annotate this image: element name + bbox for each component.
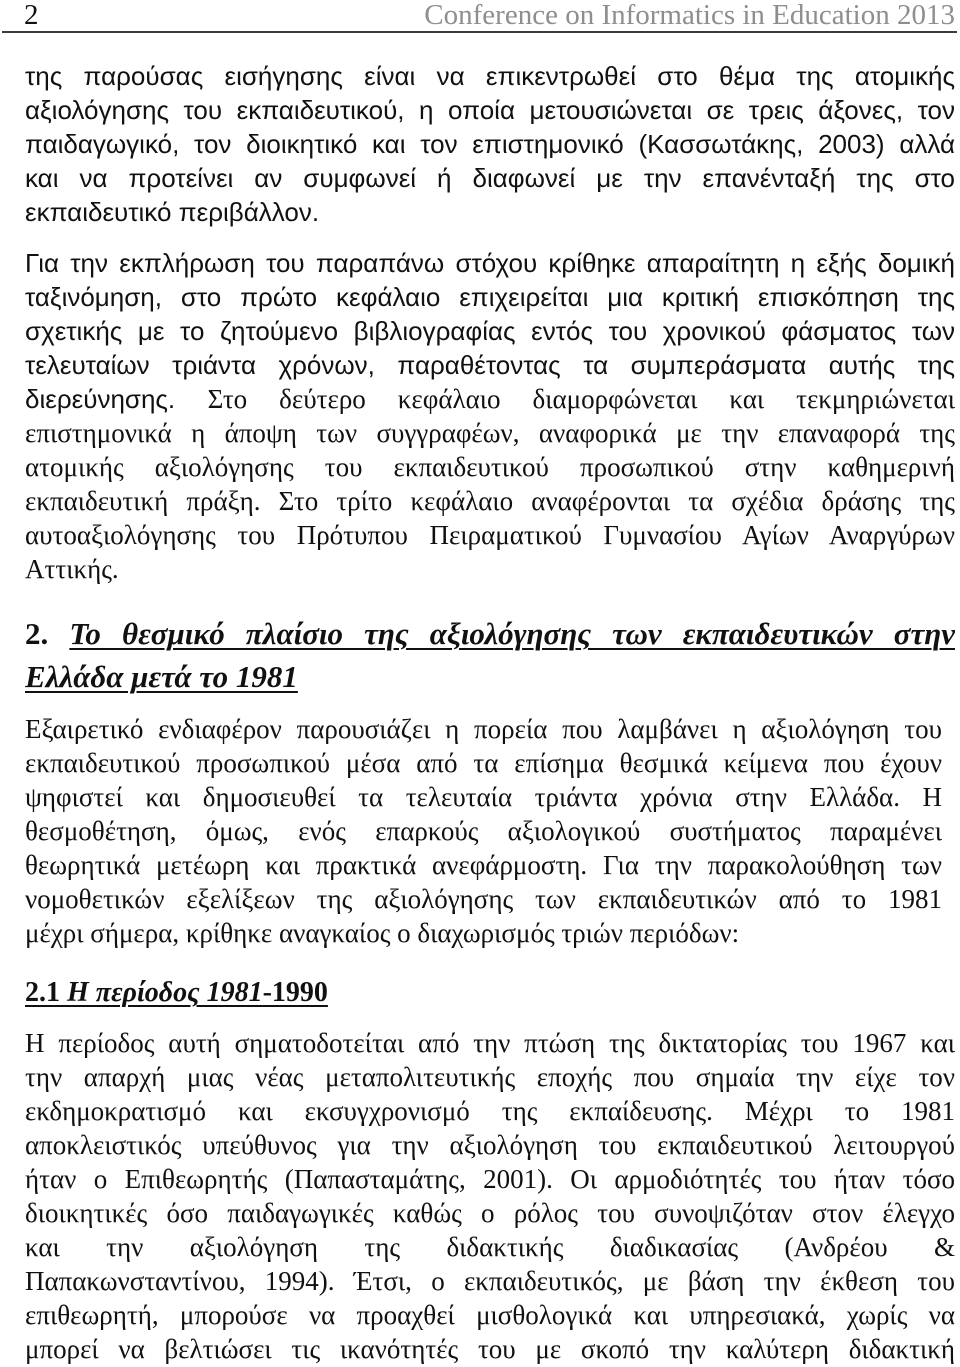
paragraph-line: εκπαιδευτικό περιβάλλον. <box>25 197 320 227</box>
paragraph-line: μέχρι σήμερα, κρίθηκε αναγκαίος ο διαχωρισμός τριών περιόδων: <box>25 918 740 948</box>
paragraph-line: επιστημονικά η άποψη των συγγραφέων, αναφορικά με την επαναφορά της <box>25 418 955 448</box>
paragraph-line <box>25 382 955 416</box>
paragraph-line: Αττικής. <box>25 554 119 584</box>
paragraph-line: αυτοαξιολόγησης του Πρότυπου Πειραματικού Γυμνασίου Αγίων Αναργύρων <box>25 520 955 550</box>
section-title: Το θεσμικό πλαίσιο της αξιολόγησης των εκπαιδευτικών στην <box>69 616 955 651</box>
section-heading-line <box>25 612 955 655</box>
section-number: 2. <box>25 616 49 651</box>
section-2-paragraph <box>25 712 942 950</box>
subsection-title-suffix: -1990 <box>262 977 328 1008</box>
paragraph-line: σχετικής με το ζητούμενο βιβλιογραφίας εντός του χρονικού φάσματος των <box>25 316 955 346</box>
paragraph-line: και να προτείνει αν συμφωνεί ή διαφωνεί με την επανένταξή της στο <box>25 163 955 193</box>
paragraph-line: αξιολόγησης του εκπαιδευτικού, η οποία μετουσιώνεται σε τρεις άξονες, τον <box>25 95 955 125</box>
subsection-heading-text <box>25 977 328 1008</box>
paragraph-line: μπορεί να βελτιώσει τις ικανότητές του με σκοπό την καλύτερη διδακτική <box>25 1334 955 1364</box>
paragraph-line: Η περίοδος αυτή σηματοδοτείται από την πτώση της δικτατορίας του 1967 και <box>25 1028 955 1058</box>
paragraph-line: αποκλειστικός υπεύθυνος για την αξιολόγηση του εκπαιδευτικού λειτουργού <box>25 1130 955 1160</box>
subsection-heading-line <box>25 976 955 1010</box>
paragraph-line: τελευταίων τριάντα χρόνων, παραθέτοντας τα συμπεράσματα αυτής της <box>25 350 955 380</box>
intro-paragraph-2 <box>25 246 955 586</box>
paragraph-line: επιθεωρητή, μπορούσε να προαχθεί μισθολογικά και υπηρεσιακά, χωρίς να <box>25 1300 955 1330</box>
paragraph-line: διοικητικές όσο παιδαγωγικές καθώς ο ρόλος του συνοψιζόταν στον έλεγχο <box>25 1198 955 1228</box>
intro-paragraph-1 <box>25 59 955 229</box>
paragraph-line: νομοθετικών εξελίξεων της αξιολόγησης των εκπαιδευτικών από το 1981 <box>25 884 942 914</box>
paragraph-line: Για την εκπλήρωση του παραπάνω στόχου κρίθηκε απαραίτητη η εξής δομική <box>25 248 955 278</box>
paragraph-line: ψηφιστεί και δημοσιευθεί τα τελευταία τριάντα χρόνια στην Ελλάδα. Η <box>25 782 942 812</box>
section-heading-line <box>25 655 955 698</box>
paragraph-line: εκπαιδευτική πράξη. Στο τρίτο κεφάλαιο αναφέρονται τα σχέδια δράσης της <box>25 486 955 516</box>
paragraph-line: παιδαγωγικό, τον διοικητικό και τον επιστημονικό (Κασσωτάκης, 2003) αλλά <box>25 129 955 159</box>
paragraph-line: την απαρχή μιας νέας μεταπολιτευτικής εποχής που σημαία την είχε τον <box>25 1062 955 1092</box>
subsection-title: Η περίοδος 1981 <box>67 977 263 1008</box>
paragraph-line: εκδημοκρατισμό και εκσυγχρονισμό της εκπαίδευσης. Μέχρι το 1981 <box>25 1096 955 1126</box>
subsection-number: 2.1 <box>25 977 60 1008</box>
paragraph-line: της παρούσας εισήγησης είναι να επικεντρωθεί στο θέμα της ατομικής <box>25 61 955 91</box>
section-heading <box>25 612 955 698</box>
paragraph-line-serif-part: Στο δεύτερο κεφάλαιο διαμορφώνεται και τεκμηριώνεται <box>207 384 955 414</box>
paragraph-line: ατομικής αξιολόγησης του εκπαιδευτικού προσωπικού στην καθημερινή <box>25 452 955 482</box>
subsection-heading <box>25 976 955 1010</box>
running-title: Conference on Informatics in Education 2013 <box>424 0 955 31</box>
header-divider <box>2 31 957 33</box>
paragraph-line: θεωρητικά μετέωρη και πρακτικά ανεφάρμοστη. Για την παρακολούθηση των <box>25 850 942 880</box>
section-title-continued: Ελλάδα μετά το 1981 <box>25 659 298 694</box>
paragraph-line: ήταν ο Επιθεωρητής (Παπασταμάτης, 2001). Οι αρμοδιότητές του ήταν τόσο <box>25 1164 955 1194</box>
paragraph-line: εκπαιδευτικού προσωπικού μέσα από τα επίσημα θεσμικά κείμενα που έχουν <box>25 748 942 778</box>
page-number: 2 <box>24 0 39 31</box>
paragraph-line: ταξινόμηση, στο πρώτο κεφάλαιο επιχειρείται μια κριτική επισκόπηση της <box>25 282 955 312</box>
paragraph-line-sans-part: διερεύνησης. <box>25 384 176 414</box>
subsection-2-1-paragraph <box>25 1026 955 1366</box>
paragraph-line: Παπακωνσταντίνου, 1994). Έτσι, ο εκπαιδευτικός, με βάση την έκθεση του <box>25 1266 955 1296</box>
paragraph-line: και την αξιολόγηση της διδακτικής διαδικασίας (Ανδρέου & <box>25 1232 955 1262</box>
paragraph-line: θεσμοθέτηση, όμως, ενός επαρκούς αξιολογικού συστήματος παραμένει <box>25 816 942 846</box>
paragraph-line: Εξαιρετικό ενδιαφέρον παρουσιάζει η πορεία που λαμβάνει η αξιολόγηση του <box>25 714 942 744</box>
